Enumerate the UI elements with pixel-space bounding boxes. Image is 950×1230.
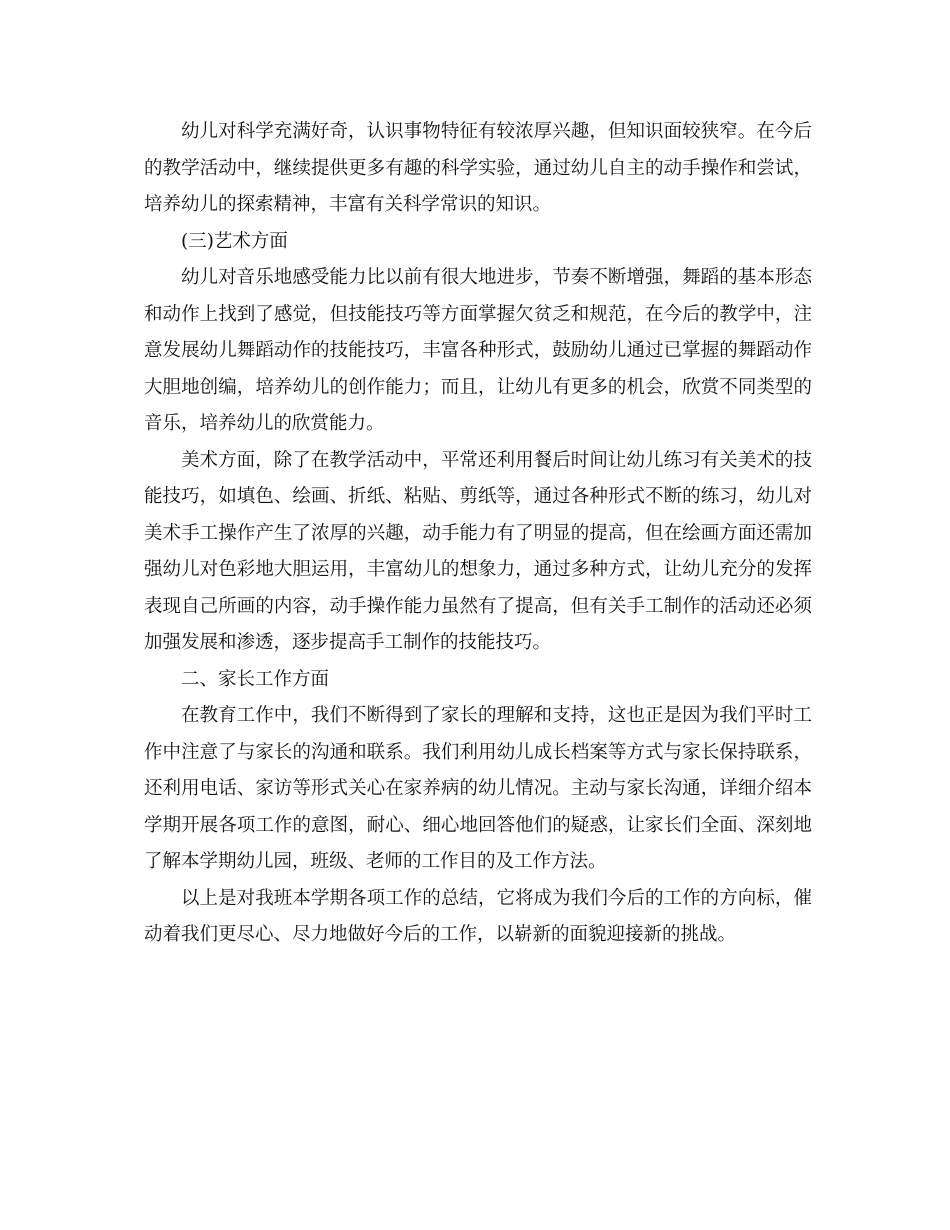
section-heading-art: (三)艺术方面 [181,230,288,252]
paragraph-music: 幼儿对音乐地感受能力比以前有很大地进步，节奏不断增强，舞蹈的基本形态和动作上找到了感觉，但技能技巧等方面掌握欠贫乏和规范，在今后的教学中，注意发展幼儿舞蹈动作的技能技巧，丰富各种形式，鼓励幼儿通过已掌握的舞蹈动作大胆地创编，培养幼儿的创作能力；而且，让幼儿有更多的机会，欣赏不同类型的音乐，培养幼儿的欣赏能力。 [144,267,812,434]
document-body [144,114,812,954]
paragraph-fine-art: 美术方面，除了在教学活动中，平常还利用餐后时间让幼儿练习有关美术的技能技巧，如填色、绘画、折纸、粘贴、剪纸等，通过各种形式不断的练习，幼儿对美术手工操作产生了浓厚的兴趣，动手能力有了明显的提高，但在绘画方面还需加强幼儿对色彩地大胆运用，丰富幼儿的想象力，通过多种方式，让幼儿充分的发挥表现自己所画的内容，动手操作能力虽然有了提高，但有关手工制作的活动还必须加强发展和渗透，逐步提高手工制作的技能技巧。 [144,449,812,653]
section-heading-parent-work: 二、家长工作方面 [181,668,330,690]
paragraph-conclusion: 以上是对我班本学期各项工作的总结，它将成为我们今后的工作的方向标，催动着我们更尽心、尽力地做好今后的工作，以崭新的面貌迎接新的挑战。 [144,887,812,945]
paragraph-parent-communication: 在教育工作中，我们不断得到了家长的理解和支持，这也正是因为我们平时工作中注意了与家长的沟通和联系。我们利用幼儿成长档案等方式与家长保持联系，还利用电话、家访等形式关心在家养病的幼儿情况。主动与家长沟通，详细介绍本学期开展各项工作的意图，耐心、细心地回答他们的疑惑，让家长们全面、深刻地了解本学期幼儿园，班级、老师的工作目的及工作方法。 [144,705,812,872]
paragraph-science: 幼儿对科学充满好奇，认识事物特征有较浓厚兴趣，但知识面较狭窄。在今后的教学活动中，继续提供更多有趣的科学实验，通过幼儿自主的动手操作和尝试，培养幼儿的探索精神，丰富有关科学常识的知识。 [144,121,812,215]
